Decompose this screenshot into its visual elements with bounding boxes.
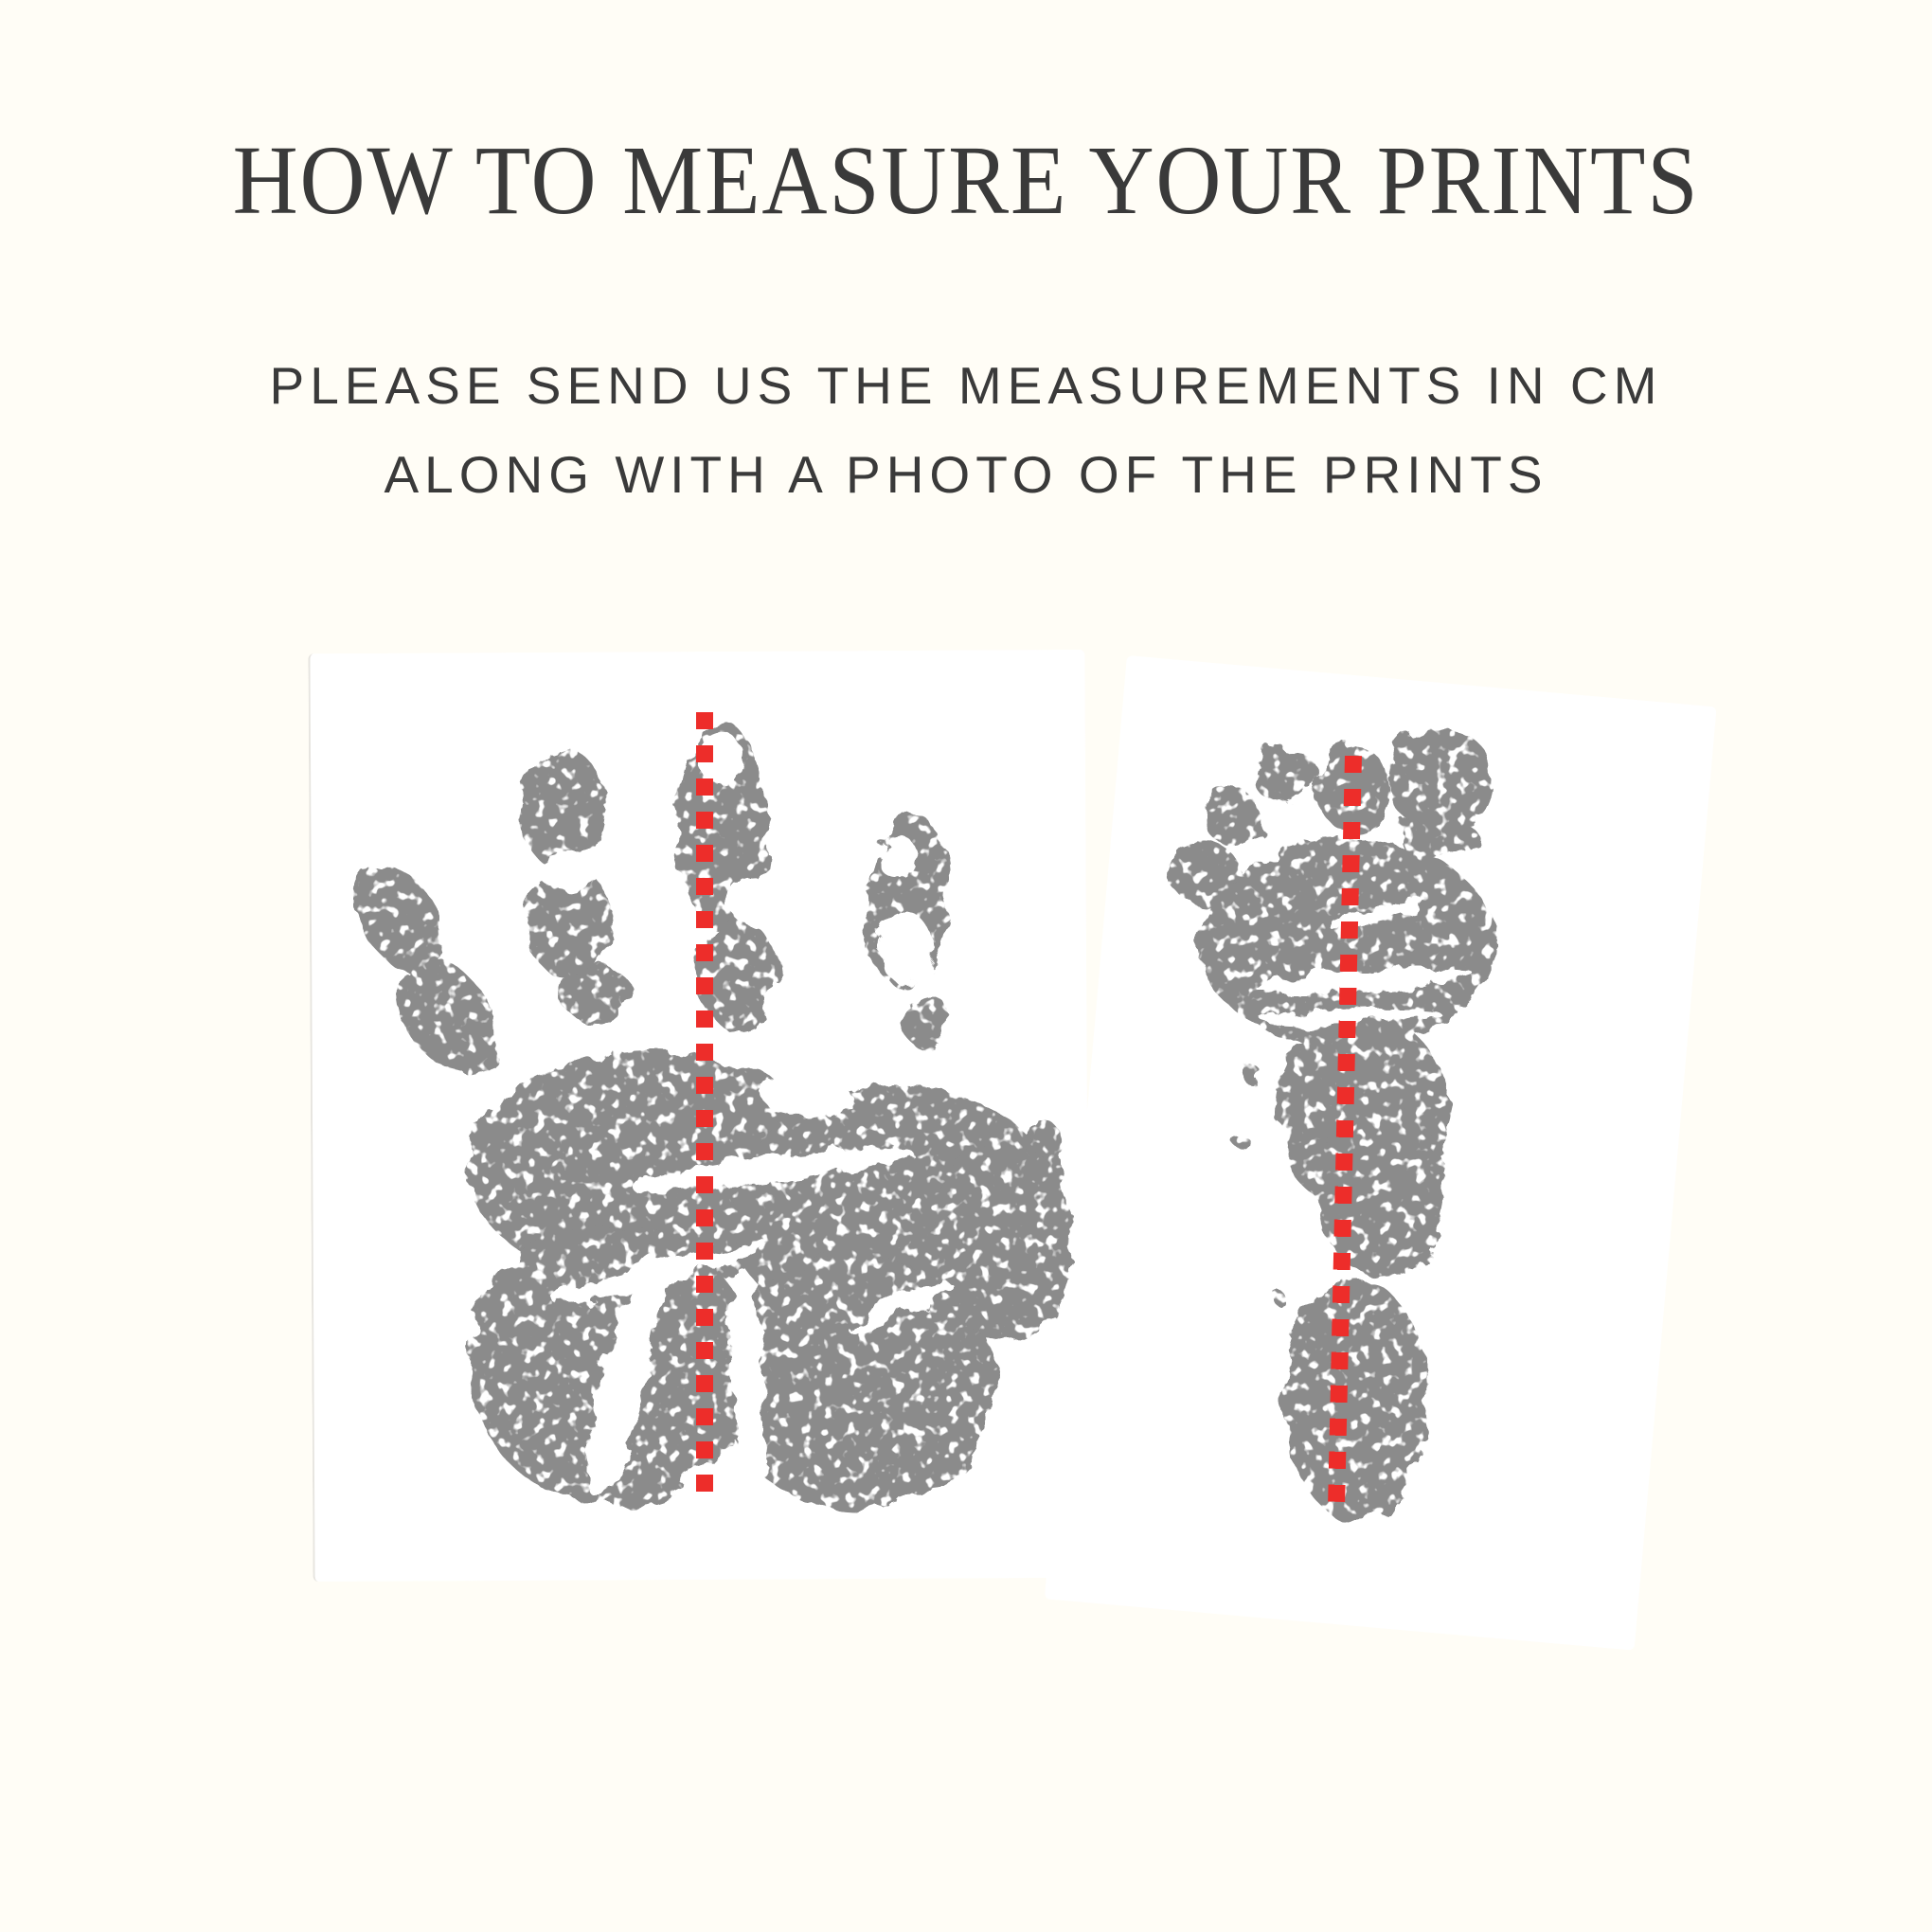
subtitle-line-2: ALONG WITH A PHOTO OF THE PRINTS	[384, 445, 1548, 504]
subtitle-line-1: PLEASE SEND US THE MEASUREMENTS IN CM	[269, 356, 1663, 415]
page-title: HOW TO MEASURE YOUR PRINTS	[232, 126, 1700, 235]
hand-measurement-line-icon	[696, 712, 713, 1492]
